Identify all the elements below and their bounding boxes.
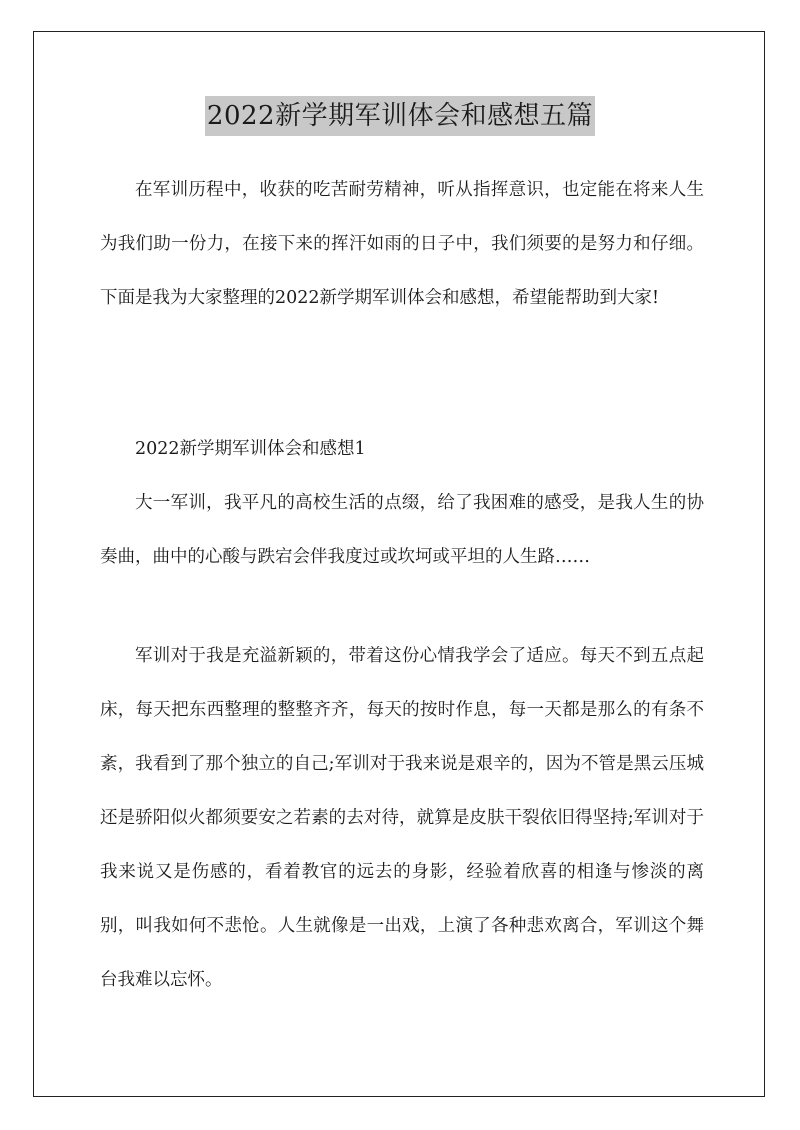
section-heading: 2022新学期军训体会和感想1 (135, 439, 366, 459)
title-container (0, 96, 800, 136)
body-paragraph-1: 大一军训，我平凡的高校生活的点缀，给了我困难的感受，是我人生的协奏曲，曲中的心酸与跌宕会伴我度过或坎坷或平坦的人生路…… (100, 493, 704, 567)
document-title: 2022新学期军训体会和感想五篇 (205, 96, 595, 136)
intro-paragraph: 在军训历程中，收获的吃苦耐劳精神，听从指挥意识，也定能在将来人生为我们助一份力，在接下来的挥汗如雨的日子中，我们须要的是努力和仔细。下面是我为大家整理的2022新学期军训体会和感想，希望能帮助到大家! (100, 180, 704, 308)
body-paragraph-2: 军训对于我是充溢新颖的，带着这份心情我学会了适应。每天不到五点起床，每天把东西整理的整整齐齐，每天的按时作息，每一天都是那么的有条不紊，我看到了那个独立的自己;军训对于我来说是艰辛的，因为不管是黑云压城还是骄阳似火都须要安之若素的去对待，就算是皮肤干裂依旧得坚持;军训对于我来说又是伤感的，看着教官的远去的身影，经验着欣喜的相逢与惨淡的离别，叫我如何不悲怆。人生就像是一出戏，上演了各种悲欢离合，军训这个舞台我难以忘怀。 (100, 646, 704, 990)
